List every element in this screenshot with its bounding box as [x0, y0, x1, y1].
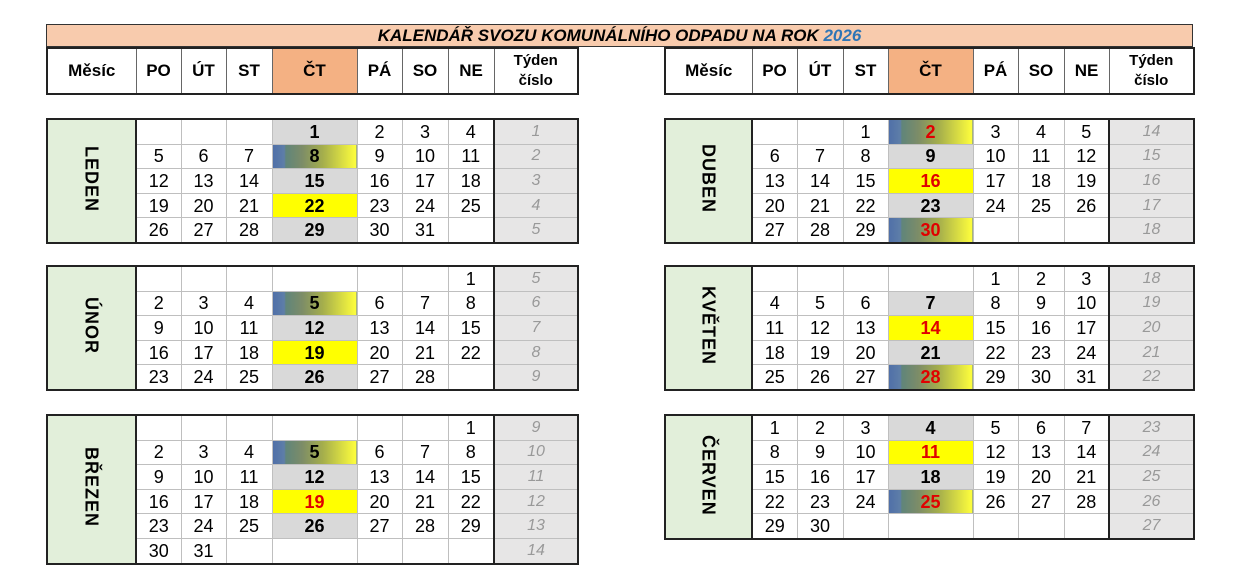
month-1 [46, 265, 579, 391]
day-cell: 8 [973, 291, 1018, 316]
month-name: KVĚTEN [698, 286, 719, 366]
title-year: 2026 [823, 26, 862, 45]
header-day: PO [136, 48, 181, 94]
collection-day: 22 [272, 193, 357, 218]
week-number: 15 [1109, 144, 1194, 169]
day-cell: 15 [448, 465, 494, 490]
day-cell [752, 119, 797, 144]
day-cell [136, 119, 181, 144]
day-cell: 10 [181, 465, 226, 490]
day-cell: 23 [797, 489, 843, 514]
day-cell: 17 [973, 169, 1018, 194]
day-cell [136, 266, 181, 291]
month-label [665, 266, 752, 390]
day-cell: 20 [843, 340, 888, 365]
day-cell: 20 [181, 193, 226, 218]
month-label [47, 266, 136, 390]
day-cell: 12 [1064, 144, 1109, 169]
day-cell: 5 [1064, 119, 1109, 144]
day-cell: 1 [752, 415, 797, 440]
day-cell: 10 [843, 440, 888, 465]
day-cell: 8 [752, 440, 797, 465]
week-number: 7 [494, 316, 578, 341]
header-day: NE [1064, 48, 1109, 94]
day-cell: 10 [973, 144, 1018, 169]
month-label [665, 415, 752, 539]
collection-day: 14 [888, 316, 973, 341]
day-cell: 3 [973, 119, 1018, 144]
day-cell: 17 [1064, 316, 1109, 341]
day-cell: 17 [181, 340, 226, 365]
day-cell: 18 [752, 340, 797, 365]
day-cell: 13 [752, 169, 797, 194]
day-cell [181, 266, 226, 291]
day-cell: 1 [973, 266, 1018, 291]
day-cell: 30 [357, 218, 402, 243]
day-cell: 12 [797, 316, 843, 341]
day-cell: 6 [752, 144, 797, 169]
week-number: 27 [1109, 514, 1194, 539]
month-3 [664, 118, 1195, 244]
day-cell: 30 [797, 514, 843, 539]
collection-day: 12 [272, 465, 357, 490]
day-cell: 9 [1018, 291, 1064, 316]
day-cell: 6 [1018, 415, 1064, 440]
collection-day [272, 266, 357, 291]
day-cell: 14 [226, 169, 272, 194]
week-number: 20 [1109, 316, 1194, 341]
day-cell: 13 [357, 465, 402, 490]
month-name: LEDEN [81, 145, 102, 212]
day-cell: 15 [973, 316, 1018, 341]
day-cell: 20 [357, 340, 402, 365]
week-number: 18 [1109, 266, 1194, 291]
day-cell [226, 415, 272, 440]
day-cell: 1 [843, 119, 888, 144]
day-cell: 23 [136, 365, 181, 390]
day-cell: 26 [136, 218, 181, 243]
header-week-number [494, 48, 578, 94]
collection-day: 9 [888, 144, 973, 169]
day-cell: 25 [448, 193, 494, 218]
day-cell: 4 [1018, 119, 1064, 144]
month-name: BŘEZEN [81, 447, 102, 528]
day-cell: 29 [752, 514, 797, 539]
collection-day [272, 415, 357, 440]
day-cell: 19 [136, 193, 181, 218]
day-cell: 20 [357, 489, 402, 514]
collection-day [272, 538, 357, 563]
day-cell: 14 [402, 316, 448, 341]
day-cell: 22 [843, 193, 888, 218]
month-name: ÚNOR [81, 297, 102, 355]
day-cell [357, 415, 402, 440]
day-cell: 23 [1018, 340, 1064, 365]
day-cell: 7 [1064, 415, 1109, 440]
day-cell: 27 [1018, 489, 1064, 514]
week-number: 17 [1109, 193, 1194, 218]
day-cell: 24 [973, 193, 1018, 218]
day-cell: 11 [226, 316, 272, 341]
collection-day: 8 [272, 144, 357, 169]
day-cell: 27 [752, 218, 797, 243]
collection-day: 5 [272, 291, 357, 316]
header-day: ÚT [797, 48, 843, 94]
title-text: KALENDÁŘ SVOZU KOMUNÁLNÍHO ODPADU NA ROK [377, 26, 819, 45]
day-cell: 7 [797, 144, 843, 169]
day-cell: 8 [448, 440, 494, 465]
week-number: 13 [494, 514, 578, 539]
day-cell: 10 [1064, 291, 1109, 316]
day-cell: 6 [357, 440, 402, 465]
day-cell: 2 [1018, 266, 1064, 291]
day-cell: 16 [797, 465, 843, 490]
day-cell: 16 [1018, 316, 1064, 341]
day-cell: 22 [448, 340, 494, 365]
day-cell: 11 [448, 144, 494, 169]
collection-day: 25 [888, 489, 973, 514]
day-cell: 8 [448, 291, 494, 316]
day-cell: 8 [843, 144, 888, 169]
day-cell: 11 [226, 465, 272, 490]
header-week-number [1109, 48, 1194, 94]
day-cell: 24 [402, 193, 448, 218]
day-cell: 1 [448, 266, 494, 291]
week-number: 4 [494, 193, 578, 218]
day-cell: 15 [752, 465, 797, 490]
week-number: 23 [1109, 415, 1194, 440]
header-week-line1: Týden [1129, 52, 1174, 69]
day-cell: 21 [797, 193, 843, 218]
day-cell: 10 [402, 144, 448, 169]
day-cell: 17 [181, 489, 226, 514]
collection-day: 19 [272, 340, 357, 365]
header-day: PÁ [357, 48, 402, 94]
day-cell: 13 [843, 316, 888, 341]
week-number: 25 [1109, 465, 1194, 490]
day-cell [226, 119, 272, 144]
day-cell: 3 [1064, 266, 1109, 291]
week-number: 14 [494, 538, 578, 563]
collection-day: 5 [272, 440, 357, 465]
week-row [47, 119, 578, 144]
week-row [47, 266, 578, 291]
day-cell: 24 [181, 514, 226, 539]
collection-day: 18 [888, 465, 973, 490]
day-cell: 24 [1064, 340, 1109, 365]
day-cell: 9 [136, 465, 181, 490]
day-cell: 30 [1018, 365, 1064, 390]
day-cell: 17 [402, 169, 448, 194]
day-cell: 22 [973, 340, 1018, 365]
header-month: Měsíc [665, 48, 752, 94]
day-cell: 23 [136, 514, 181, 539]
day-cell: 26 [973, 489, 1018, 514]
header-week-line2: číslo [1134, 72, 1169, 89]
day-cell: 29 [973, 365, 1018, 390]
header-day: ÚT [181, 48, 226, 94]
day-cell: 12 [973, 440, 1018, 465]
day-cell [181, 119, 226, 144]
day-cell: 19 [973, 465, 1018, 490]
week-number: 3 [494, 169, 578, 194]
day-cell: 13 [1018, 440, 1064, 465]
day-cell: 27 [357, 514, 402, 539]
month-label [665, 119, 752, 243]
collection-day: 19 [272, 489, 357, 514]
day-cell: 20 [1018, 465, 1064, 490]
day-cell: 21 [1064, 465, 1109, 490]
day-cell: 31 [1064, 365, 1109, 390]
week-number: 10 [494, 440, 578, 465]
day-cell [973, 514, 1018, 539]
collection-day: 1 [272, 119, 357, 144]
collection-day: 2 [888, 119, 973, 144]
day-cell: 22 [752, 489, 797, 514]
day-cell: 23 [357, 193, 402, 218]
day-cell: 25 [226, 365, 272, 390]
day-cell: 27 [843, 365, 888, 390]
day-cell [448, 218, 494, 243]
month-5 [664, 414, 1195, 540]
day-cell: 2 [136, 291, 181, 316]
week-number: 22 [1109, 365, 1194, 390]
day-cell: 19 [797, 340, 843, 365]
day-cell: 14 [402, 465, 448, 490]
header-day: PÁ [973, 48, 1018, 94]
day-cell: 13 [357, 316, 402, 341]
day-cell: 7 [402, 291, 448, 316]
day-cell: 19 [1064, 169, 1109, 194]
collection-day [888, 266, 973, 291]
collection-day [888, 514, 973, 539]
header-day: ST [843, 48, 888, 94]
day-cell: 29 [843, 218, 888, 243]
collection-day: 16 [888, 169, 973, 194]
collection-day: 15 [272, 169, 357, 194]
collection-day: 26 [272, 365, 357, 390]
month-0 [46, 118, 579, 244]
day-cell: 11 [752, 316, 797, 341]
collection-day: 23 [888, 193, 973, 218]
day-cell: 17 [843, 465, 888, 490]
collection-day: 30 [888, 218, 973, 243]
header-day: NE [448, 48, 494, 94]
day-cell: 14 [1064, 440, 1109, 465]
month-name: ČERVEN [698, 434, 719, 516]
collection-day: 4 [888, 415, 973, 440]
header-day: PO [752, 48, 797, 94]
week-row [665, 119, 1194, 144]
day-cell: 18 [226, 489, 272, 514]
day-cell: 31 [402, 218, 448, 243]
day-cell: 28 [797, 218, 843, 243]
day-cell: 29 [448, 514, 494, 539]
header-day: ČT [888, 48, 973, 94]
day-cell: 28 [1064, 489, 1109, 514]
day-cell: 28 [226, 218, 272, 243]
day-cell: 21 [402, 340, 448, 365]
header-row [664, 47, 1195, 95]
day-cell: 16 [136, 340, 181, 365]
week-number: 5 [494, 266, 578, 291]
week-number: 19 [1109, 291, 1194, 316]
day-cell [357, 266, 402, 291]
day-cell [1064, 218, 1109, 243]
day-cell [357, 538, 402, 563]
day-cell: 21 [226, 193, 272, 218]
day-cell: 3 [181, 291, 226, 316]
day-cell: 16 [136, 489, 181, 514]
week-number: 1 [494, 119, 578, 144]
day-cell [402, 538, 448, 563]
day-cell: 25 [1018, 193, 1064, 218]
week-number: 9 [494, 415, 578, 440]
day-cell: 28 [402, 514, 448, 539]
week-number: 8 [494, 340, 578, 365]
day-cell [843, 266, 888, 291]
week-number: 16 [1109, 169, 1194, 194]
day-cell: 5 [136, 144, 181, 169]
week-number: 9 [494, 365, 578, 390]
day-cell [1064, 514, 1109, 539]
day-cell: 27 [357, 365, 402, 390]
header-day: ST [226, 48, 272, 94]
day-cell [1018, 218, 1064, 243]
day-cell: 28 [402, 365, 448, 390]
day-cell [1018, 514, 1064, 539]
week-row [665, 415, 1194, 440]
day-cell: 22 [448, 489, 494, 514]
month-label [47, 415, 136, 564]
day-cell: 20 [752, 193, 797, 218]
calendar-title [46, 24, 1193, 47]
day-cell: 16 [357, 169, 402, 194]
day-cell: 15 [448, 316, 494, 341]
week-number: 12 [494, 489, 578, 514]
header-day: SO [1018, 48, 1064, 94]
day-cell: 2 [797, 415, 843, 440]
day-cell: 1 [448, 415, 494, 440]
week-number: 24 [1109, 440, 1194, 465]
week-number: 21 [1109, 340, 1194, 365]
week-number: 2 [494, 144, 578, 169]
day-cell [402, 266, 448, 291]
day-cell: 3 [843, 415, 888, 440]
day-cell [181, 415, 226, 440]
collection-day: 11 [888, 440, 973, 465]
day-cell: 7 [402, 440, 448, 465]
month-2 [46, 414, 579, 565]
collection-day: 21 [888, 340, 973, 365]
day-cell: 18 [226, 340, 272, 365]
day-cell: 4 [752, 291, 797, 316]
day-cell: 21 [402, 489, 448, 514]
month-label [47, 119, 136, 243]
day-cell [448, 538, 494, 563]
day-cell: 31 [181, 538, 226, 563]
week-row [665, 266, 1194, 291]
day-cell: 5 [797, 291, 843, 316]
day-cell: 3 [402, 119, 448, 144]
header-week-line1: Týden [513, 52, 558, 69]
day-cell: 9 [136, 316, 181, 341]
day-cell [752, 266, 797, 291]
day-cell: 10 [181, 316, 226, 341]
header-row [46, 47, 579, 95]
header-week-line2: číslo [518, 72, 553, 89]
collection-day: 7 [888, 291, 973, 316]
week-number: 11 [494, 465, 578, 490]
header-day: ČT [272, 48, 357, 94]
day-cell [797, 266, 843, 291]
week-number: 14 [1109, 119, 1194, 144]
day-cell: 25 [752, 365, 797, 390]
week-number: 6 [494, 291, 578, 316]
day-cell [797, 119, 843, 144]
day-cell: 27 [181, 218, 226, 243]
day-cell: 12 [136, 169, 181, 194]
day-cell: 18 [448, 169, 494, 194]
month-4 [664, 265, 1195, 391]
day-cell: 4 [226, 440, 272, 465]
day-cell [402, 415, 448, 440]
day-cell: 14 [797, 169, 843, 194]
day-cell: 2 [357, 119, 402, 144]
week-number: 18 [1109, 218, 1194, 243]
day-cell: 9 [797, 440, 843, 465]
day-cell: 15 [843, 169, 888, 194]
collection-day: 26 [272, 514, 357, 539]
collection-day: 12 [272, 316, 357, 341]
week-row [47, 415, 578, 440]
day-cell: 18 [1018, 169, 1064, 194]
day-cell: 24 [843, 489, 888, 514]
collection-day: 28 [888, 365, 973, 390]
day-cell [226, 266, 272, 291]
day-cell: 4 [448, 119, 494, 144]
collection-day: 29 [272, 218, 357, 243]
week-number: 26 [1109, 489, 1194, 514]
week-number: 5 [494, 218, 578, 243]
day-cell: 7 [226, 144, 272, 169]
day-cell: 3 [181, 440, 226, 465]
day-cell: 2 [136, 440, 181, 465]
day-cell [448, 365, 494, 390]
day-cell: 6 [181, 144, 226, 169]
day-cell: 30 [136, 538, 181, 563]
day-cell: 9 [357, 144, 402, 169]
day-cell: 6 [357, 291, 402, 316]
header-month: Měsíc [47, 48, 136, 94]
day-cell: 26 [1064, 193, 1109, 218]
month-name: DUBEN [698, 144, 719, 214]
header-day: SO [402, 48, 448, 94]
day-cell: 13 [181, 169, 226, 194]
day-cell: 5 [973, 415, 1018, 440]
day-cell [136, 415, 181, 440]
day-cell: 24 [181, 365, 226, 390]
day-cell [843, 514, 888, 539]
day-cell [226, 538, 272, 563]
day-cell: 25 [226, 514, 272, 539]
day-cell: 26 [797, 365, 843, 390]
day-cell [973, 218, 1018, 243]
day-cell: 4 [226, 291, 272, 316]
day-cell: 6 [843, 291, 888, 316]
day-cell: 11 [1018, 144, 1064, 169]
